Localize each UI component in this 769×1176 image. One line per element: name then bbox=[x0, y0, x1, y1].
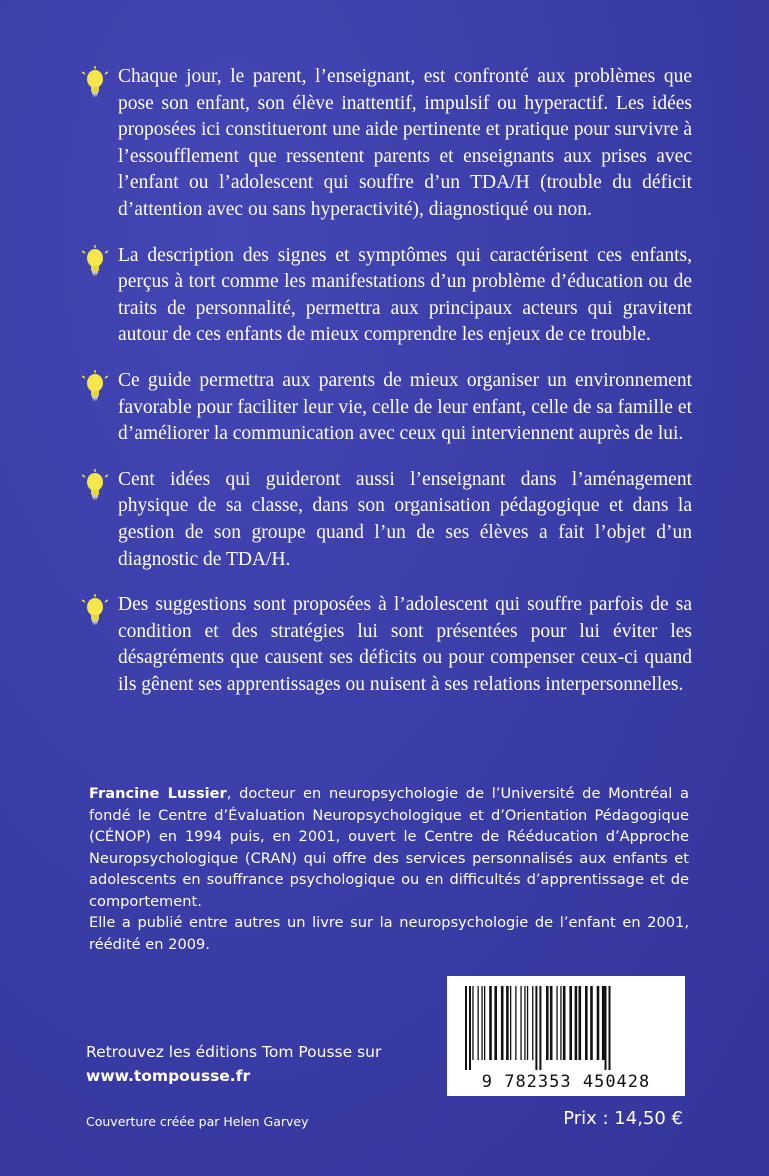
bullet-text: Cent idées qui guideront aussi l’enseignant dans l’aménagement physique de sa classe, dans son organisation pédagogique et dans la gestion de son groupe quand l’un de ses élèves a fait l’objet d’un diagnostic de TDA/H. bbox=[118, 468, 692, 570]
barcode-bar bbox=[527, 986, 528, 1060]
price: Prix : 14,50 € bbox=[563, 1108, 683, 1129]
author-bio bbox=[89, 783, 689, 955]
barcode-bar bbox=[590, 986, 593, 1060]
barcode-bar bbox=[575, 986, 578, 1060]
barcode-bar bbox=[515, 986, 516, 1060]
barcode-bar bbox=[501, 986, 504, 1060]
lightbulb-icon bbox=[82, 594, 108, 628]
barcode-bar bbox=[569, 986, 572, 1060]
bullet-text: Ce guide permettra aux parents de mieux organiser un environnement favorable pour faciliter leur vie, celle de leur enfant, celle de sa famille et d’améliorer la communication avec ceux qui interviennent auprès de lui. bbox=[118, 369, 692, 445]
lightbulb-icon bbox=[82, 370, 108, 404]
author-publication: Elle a publié entre autres un livre sur la neuropsychologie de l’enfant en 2001, réédité en 2009. bbox=[89, 914, 689, 953]
bullet-item bbox=[82, 64, 692, 224]
retrouvez-text: Retrouvez les éditions Tom Pousse sur bbox=[86, 1043, 382, 1061]
barcode-bar bbox=[550, 986, 553, 1060]
lightbulb-icon bbox=[82, 469, 108, 503]
lightbulb-icon bbox=[82, 245, 108, 279]
barcode-bar bbox=[535, 986, 537, 1070]
cover-credit: Couverture créée par Helen Garvey bbox=[86, 1114, 309, 1129]
barcode-bar bbox=[506, 986, 509, 1060]
bullet-item bbox=[82, 592, 692, 698]
bullet-list bbox=[82, 64, 692, 717]
barcode-bar bbox=[478, 986, 479, 1060]
bullet-item bbox=[82, 467, 692, 573]
barcode-bar bbox=[602, 986, 605, 1060]
barcode-bar bbox=[489, 986, 492, 1060]
barcode-bar bbox=[563, 986, 566, 1060]
bullet-text: La description des signes et symptômes qui caractérisent ces enfants, perçus à tort comme les manifestations d’un problème d’éducation ou de traits de personnalité, permettra aux principaux acteurs qui gravitent autour de ces enfants de mieux comprendre les enjeux de ce trouble. bbox=[118, 244, 692, 346]
barcode-bar bbox=[510, 986, 511, 1060]
barcode-bars bbox=[463, 986, 669, 1070]
bullet-item bbox=[82, 243, 692, 349]
bullet-text: Des suggestions sont proposées à l’adolescent qui souffre parfois de sa condition et des stratégies lui sont présentées pour lui éviter les désagréments que causent ses déficits ou pour compenser ceux-ci quand ils gênent ses apprentissages ou nuisent à ses relations interpersonnelles. bbox=[118, 594, 692, 695]
barcode-bar bbox=[605, 986, 607, 1070]
barcode-bar bbox=[609, 986, 611, 1070]
barcode-number: 9 782353 450428 bbox=[481, 1072, 651, 1092]
barcode-bar bbox=[472, 986, 473, 1060]
barcode-bar bbox=[524, 986, 525, 1060]
bullet-item bbox=[82, 368, 692, 448]
barcode-bar bbox=[484, 986, 485, 1060]
barcode-bar bbox=[494, 986, 497, 1060]
bullet-text: Chaque jour, le parent, l’enseignant, est confronté aux problèmes que pose son enfant, son élève inattentif, impulsif ou hyperactif. Les idées proposées ici constitueront une aide pertinente et pratique pour survivre à l’essoufflement que ressentent parents et enseignants aux prises avec l’enfant ou l’adolescent qui souffre d’un TDA/H (trouble du déficit d’attention avec ou sans hyperactivité), diagnostiqué ou non. bbox=[118, 66, 692, 220]
website-link[interactable]: www.tompousse.fr bbox=[86, 1067, 251, 1085]
barcode-bar bbox=[532, 986, 533, 1060]
author-name: Francine Lussier bbox=[89, 785, 227, 802]
barcode-bar bbox=[597, 986, 600, 1060]
barcode-bar bbox=[539, 986, 541, 1070]
barcode-bar bbox=[520, 986, 521, 1060]
barcode-bar bbox=[560, 986, 561, 1060]
barcode-bar bbox=[585, 986, 588, 1060]
lightbulb-icon bbox=[82, 66, 108, 100]
barcode bbox=[447, 976, 685, 1096]
barcode-bar bbox=[579, 986, 582, 1060]
publisher-info bbox=[86, 1040, 381, 1088]
barcode-bar bbox=[469, 986, 471, 1070]
author-bio-text: , docteur en neuropsychologie de l’Université de Montréal a fondé le Centre d’Évaluation Neuropsychologique et d’Orientation Pédagogique (CÉNOP) en 1994 puis, en 2001, ouvert le Centre de Rééducation d’Approche Neuropsychologique (CRAN) qui offre des services personnalisés aux enfants et adolescents en souffrance psychologique ou en difficultés d’apprentissage et de comportement. bbox=[89, 785, 689, 910]
barcode-bar bbox=[556, 986, 557, 1060]
barcode-bar bbox=[481, 986, 482, 1060]
barcode-bar bbox=[546, 986, 549, 1060]
barcode-bar bbox=[465, 986, 467, 1070]
author-paragraph bbox=[89, 783, 689, 912]
